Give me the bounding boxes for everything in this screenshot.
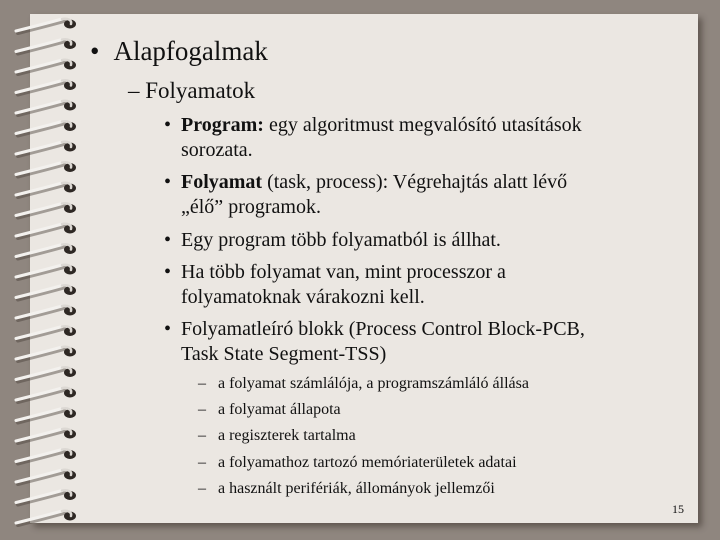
spiral-binding	[0, 0, 90, 540]
binding-ring	[16, 429, 76, 443]
binding-ring	[16, 408, 76, 422]
subpoint-text: a regiszterek tartalma	[218, 427, 356, 444]
binding-ring	[16, 224, 76, 238]
point-text: egy algoritmust megvalósító utasítások	[263, 114, 582, 136]
subpoint-text: a folyamat számlálója, a programszámláló állása	[218, 375, 529, 392]
point-bullet: •	[164, 171, 172, 193]
point-text: Ha több folyamat van, mint processzor a	[181, 261, 506, 283]
binding-ring	[16, 60, 76, 74]
binding-ring	[16, 306, 76, 320]
binding-ring	[16, 101, 76, 115]
subpoint-text: a használt perifériák, állományok jellemzői	[218, 480, 495, 497]
binding-ring	[16, 326, 76, 340]
binding-ring	[16, 183, 76, 197]
binding-ring	[16, 490, 76, 504]
binding-ring	[16, 162, 76, 176]
subpoint-dash: –	[198, 401, 206, 418]
title-bullet: •	[90, 36, 100, 66]
point-bold: Folyamat	[181, 171, 263, 193]
subpoint-dash: –	[198, 427, 206, 444]
binding-ring	[16, 19, 76, 33]
point-continuation: sorozata.	[181, 139, 253, 161]
binding-ring	[16, 265, 76, 279]
point-bullet: •	[164, 114, 172, 136]
point-bullet: •	[164, 229, 172, 251]
point-continuation: folyamatoknak várakozni kell.	[181, 286, 425, 308]
subpoint-dash: –	[198, 454, 206, 471]
binding-ring	[16, 367, 76, 381]
point-text: Egy program több folyamatból is állhat.	[181, 229, 501, 251]
subpoint-dash: –	[198, 375, 206, 392]
point-continuation: „élő” programok.	[181, 196, 321, 218]
subpoint-dash: –	[198, 480, 206, 497]
binding-ring	[16, 39, 76, 53]
binding-ring	[16, 449, 76, 463]
title-text: Alapfogalmak	[113, 36, 268, 66]
point-text: (task, process): Végrehajtás alatt lévő	[262, 171, 568, 193]
binding-ring	[16, 203, 76, 217]
point-text: Folyamatleíró blokk (Process Control Block-PCB,	[181, 318, 585, 340]
binding-ring	[16, 121, 76, 135]
point-continuation: Task State Segment-TSS)	[181, 343, 387, 365]
binding-ring	[16, 244, 76, 258]
point-bullet: •	[164, 261, 172, 283]
subpoint-text: a folyamathoz tartozó memóriaterületek adatai	[218, 454, 517, 471]
subpoint-text: a folyamat állapota	[218, 401, 341, 418]
point-bullet: •	[164, 318, 172, 340]
binding-ring	[16, 347, 76, 361]
page-number: 15	[672, 502, 684, 516]
binding-ring	[16, 285, 76, 299]
point-bold: Program:	[181, 114, 264, 136]
binding-ring	[16, 388, 76, 402]
binding-ring	[16, 142, 76, 156]
binding-ring	[16, 511, 76, 525]
subtitle: – Folyamatok	[128, 78, 256, 103]
binding-ring	[16, 80, 76, 94]
binding-ring	[16, 470, 76, 484]
title	[90, 36, 268, 67]
